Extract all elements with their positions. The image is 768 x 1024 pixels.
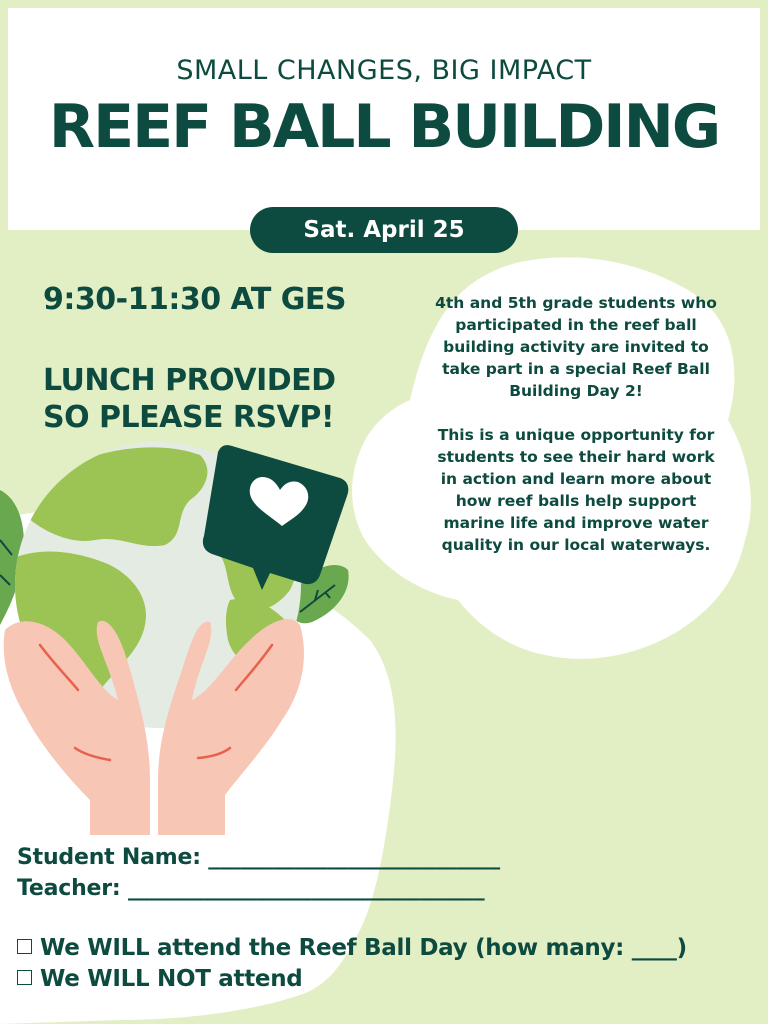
- event-description: [432, 292, 720, 578]
- event-subtitle: SMALL CHANGES, BIG IMPACT: [176, 55, 592, 86]
- teacher-field[interactable]: Teacher: _________________________________: [17, 876, 485, 901]
- lunch-notice: [43, 362, 336, 436]
- checkbox-icon[interactable]: [17, 970, 32, 985]
- option-not-attend[interactable]: [17, 966, 302, 992]
- lunch-line-1: LUNCH PROVIDED: [43, 363, 336, 398]
- option-attend-label: We WILL attend the Reef Ball Day (how many: ____): [40, 935, 687, 961]
- event-time-location: 9:30-11:30 AT GES: [43, 282, 347, 317]
- checkbox-icon[interactable]: [17, 939, 32, 954]
- lunch-line-2: SO PLEASE RSVP!: [43, 400, 335, 435]
- student-name-field[interactable]: Student Name: ___________________________: [17, 845, 500, 870]
- option-not-attend-label: We WILL NOT attend: [40, 966, 303, 992]
- description-paragraph-2: This is a unique opportunity for students to see their hard work in action and learn more about how reef balls help support marine life and improve water quality in our local waterways.: [437, 426, 715, 554]
- event-date-badge: Sat. April 25: [250, 207, 518, 253]
- description-paragraph-1: 4th and 5th grade students who participated in the reef ball building activity are invited to take part in a special Reef Ball Building Day 2!: [435, 294, 717, 400]
- event-title: REEF BALL BUILDING: [48, 92, 720, 162]
- option-attend[interactable]: [17, 935, 687, 961]
